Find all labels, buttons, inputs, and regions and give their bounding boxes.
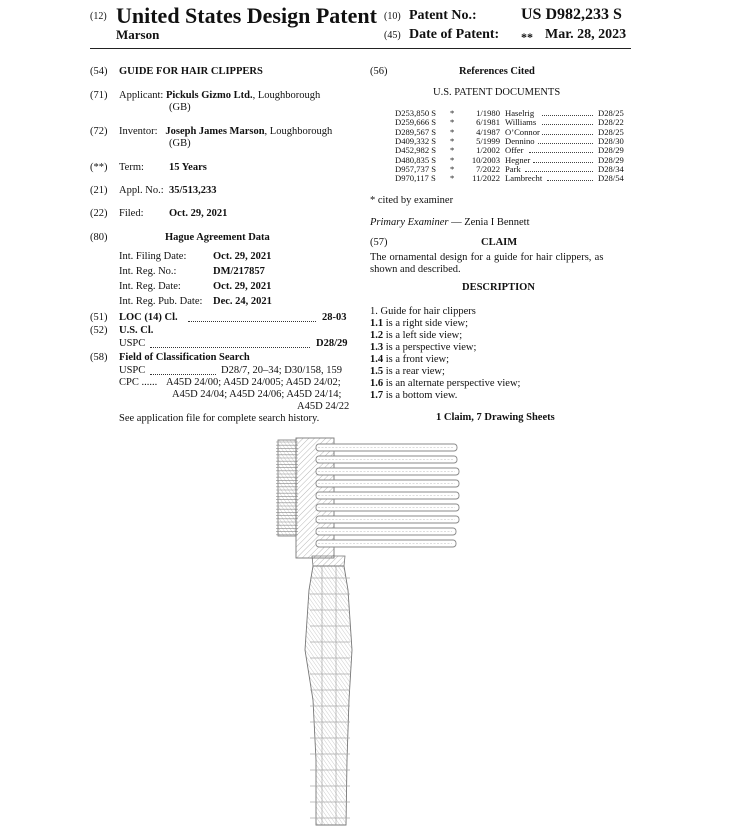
ref-name: O’Connor — [505, 126, 540, 137]
ref-star: * — [450, 135, 455, 146]
view-number: 1.6 — [370, 378, 384, 389]
inventor-label: Inventor: — [119, 126, 158, 137]
ref-date: 1/2002 — [476, 145, 500, 156]
ref-star: * — [450, 126, 455, 137]
ref-name: Williams — [505, 117, 537, 128]
ref-star: * — [450, 163, 455, 174]
refs-subtitle: U.S. PATENT DOCUMENTS — [433, 87, 561, 98]
code-10: (10) — [384, 11, 401, 22]
patent-title: GUIDE FOR HAIR CLIPPERS — [119, 66, 263, 77]
examiner-dash: — — [448, 217, 465, 228]
filed-label: Filed: — [119, 208, 144, 219]
view-number: 1.2 — [370, 330, 384, 341]
patent-no-label: Patent No.: — [409, 8, 477, 23]
ref-star: * — [450, 117, 455, 128]
applicant-code: (71) — [90, 90, 108, 101]
inventor-code: (72) — [90, 126, 108, 137]
view-number: 1.7 — [370, 390, 384, 401]
title-code: (54) — [90, 66, 108, 77]
view-number: 1.4 — [370, 354, 384, 365]
hague-value: Oct. 29, 2021 — [213, 251, 272, 262]
ref-class: D28/30 — [598, 135, 624, 146]
ref-number: D253,850 S — [395, 108, 437, 118]
ref-star: * — [450, 108, 455, 118]
appl-code: (21) — [90, 185, 108, 196]
ref-class: D28/54 — [598, 173, 624, 184]
ref-number: D259,666 S — [395, 117, 437, 128]
claim-code: (57) — [370, 237, 388, 248]
claim-text: shown and described. — [370, 264, 461, 275]
applicant-label: Applicant: — [119, 90, 164, 101]
patent-date: Mar. 28, 2023 — [545, 27, 627, 42]
term-label: Term: — [119, 162, 144, 173]
ref-number: D289,567 S — [395, 126, 437, 137]
examiner-label: Primary Examiner — [370, 217, 449, 228]
hague-label: Int. Reg. Pub. Date: — [119, 296, 203, 307]
field-code: (58) — [90, 352, 108, 363]
view-text: is a front view; — [383, 354, 450, 365]
field-cpc-line: A45D 24/00; A45D 24/005; A45D 24/02; — [166, 377, 341, 388]
appl-label: Appl. No.: — [119, 185, 164, 196]
filed-code: (22) — [90, 208, 108, 219]
ref-class: D28/29 — [598, 145, 624, 156]
view-text: is a perspective view; — [383, 342, 477, 353]
ref-date: 5/1999 — [476, 135, 500, 146]
view-text: is a rear view; — [383, 366, 445, 377]
view-number: 1.3 — [370, 342, 384, 353]
hague-value: DM/217857 — [213, 266, 265, 277]
field-cpc-line: A45D 24/22 — [297, 401, 350, 412]
applicant-name: Pickuls Gizmo Ltd. — [165, 90, 253, 101]
field-uspc-label: USPC — [119, 365, 146, 376]
applicant-city: , Loughborough — [252, 90, 321, 101]
field-cpc-label: CPC ...... — [119, 377, 158, 388]
appl-value: 35/513,233 — [169, 185, 217, 196]
ref-class: D28/25 — [598, 126, 624, 137]
ref-number: D970,117 S — [395, 173, 436, 184]
patent-number: US D982,233 S — [521, 6, 622, 23]
refs-title: References Cited — [459, 66, 535, 77]
inventor-country: (GB) — [169, 138, 191, 149]
field-cpc-line: A45D 24/04; A45D 24/06; A45D 24/14; — [172, 389, 342, 400]
ref-number: D480,835 S — [395, 154, 437, 165]
view-text: is an alternate perspective view; — [383, 378, 521, 389]
handle — [305, 556, 352, 825]
hague-label: Int. Reg. No.: — [119, 266, 177, 277]
ref-date: 6/1981 — [476, 117, 500, 128]
ref-class: D28/25 — [598, 108, 624, 118]
see-application: See application file for complete search history. — [119, 413, 320, 424]
loc-label: LOC (14) Cl. — [119, 312, 178, 323]
applicant-country: (GB) — [169, 102, 191, 113]
view-text: is a bottom view. — [383, 390, 458, 401]
date-label: Date of Patent: — [409, 27, 500, 42]
uscl-code: (52) — [90, 325, 108, 336]
hague-label: Int. Reg. Date: — [119, 281, 181, 292]
ref-date: 10/2003 — [471, 154, 500, 165]
refs-code: (56) — [370, 66, 388, 77]
view-text: is a left side view; — [383, 330, 463, 341]
uspc-value: D28/29 — [316, 338, 348, 349]
hague-code: (80) — [90, 232, 108, 243]
ref-name: Hegner — [505, 154, 531, 165]
ref-class: D28/34 — [598, 163, 624, 174]
field-title: Field of Classification Search — [119, 352, 250, 363]
uspc-label: USPC — [119, 338, 146, 349]
view-number: 1.1 — [370, 318, 384, 329]
ref-date: 4/1987 — [476, 126, 500, 137]
patent-type: United States Design Patent — [116, 3, 377, 28]
loc-code: (51) — [90, 312, 108, 323]
hague-label: Int. Filing Date: — [119, 251, 187, 262]
ref-number: D452,982 S — [395, 145, 437, 156]
inventor-surname: Marson — [116, 27, 160, 42]
code-45: (45) — [384, 30, 401, 41]
term-value: 15 Years — [169, 162, 207, 173]
inventor-name: Joseph James Marson — [165, 126, 265, 137]
ref-name: Haselrig — [505, 108, 535, 118]
filed-value: Oct. 29, 2021 — [169, 208, 228, 219]
ref-number: D409,332 S — [395, 135, 437, 146]
ref-date: 7/2022 — [476, 163, 500, 174]
claim-text: The ornamental design for a guide for hair clippers, as — [370, 252, 604, 263]
date-mark: ** — [521, 30, 533, 44]
term-code: (**) — [90, 162, 108, 173]
ref-date: 11/2022 — [472, 173, 500, 184]
ref-date: 1/1980 — [476, 108, 500, 118]
ref-name: Offer — [505, 145, 524, 156]
view-text: is a right side view; — [383, 318, 468, 329]
ref-star: * — [450, 145, 455, 156]
loc-value: 28-03 — [322, 312, 347, 323]
description-intro: 1. Guide for hair clippers — [370, 306, 476, 317]
claim-title: CLAIM — [481, 237, 518, 248]
code-12: (12) — [90, 11, 107, 22]
description-title: DESCRIPTION — [462, 282, 535, 293]
ref-star: * — [450, 154, 455, 165]
hague-value: Oct. 29, 2021 — [213, 281, 272, 292]
comb-head — [276, 438, 459, 558]
ref-class: D28/29 — [598, 154, 624, 165]
ref-name: Lambrecht — [505, 173, 543, 184]
uscl-label: U.S. Cl. — [119, 325, 154, 336]
examiner-name: Zenia I Bennett — [464, 217, 530, 228]
hague-title: Hague Agreement Data — [165, 232, 270, 243]
cited-by-examiner: * cited by examiner — [370, 195, 454, 206]
hague-value: Dec. 24, 2021 — [213, 296, 272, 307]
claims-sheets: 1 Claim, 7 Drawing Sheets — [436, 412, 555, 423]
ref-number: D957,737 S — [395, 163, 437, 174]
ref-class: D28/22 — [598, 117, 624, 128]
inventor-city: , Loughborough — [264, 126, 333, 137]
ref-star: * — [450, 173, 455, 184]
ref-name: Dennino — [505, 135, 535, 146]
handle-neck — [312, 556, 345, 566]
comb-back-teeth — [278, 440, 296, 536]
ref-name: Park — [505, 163, 521, 174]
view-number: 1.5 — [370, 366, 384, 377]
field-uspc-value: D28/7, 20–34; D30/158, 159 — [221, 365, 343, 376]
